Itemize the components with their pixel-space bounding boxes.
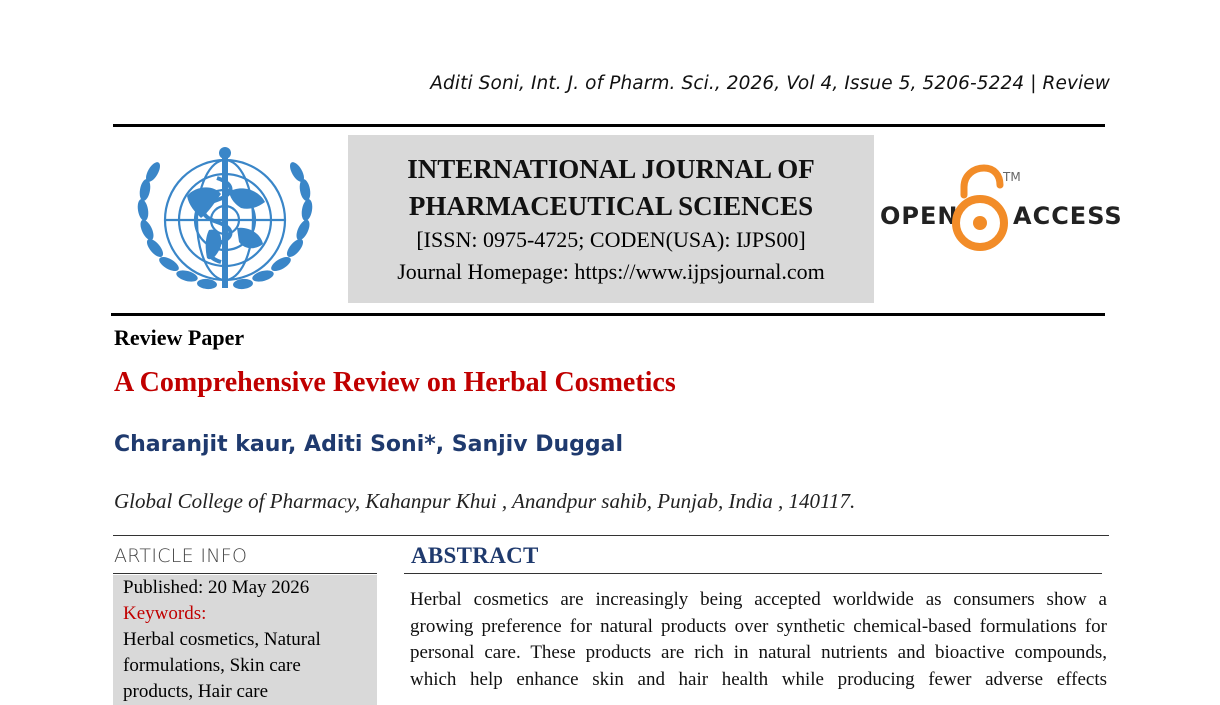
abstract-line: personal care. These products are rich in natural nutrients and bioactive compounds, <box>410 642 1107 663</box>
open-access-left-text: OPEN <box>880 202 959 230</box>
article-type: Review Paper <box>114 325 245 350</box>
abstract-line: growing preference for natural products over synthetic chemical-based formulations for <box>410 615 1107 637</box>
header-top-rule <box>113 124 1105 127</box>
journal-name-line2: PHARMACEUTICAL SCIENCES <box>408 191 814 221</box>
who-emblem-logo <box>125 138 325 306</box>
header-bottom-rule <box>111 313 1105 316</box>
journal-homepage[interactable]: Journal Homepage: https://www.ijpsjournal.com <box>397 259 825 284</box>
open-access-lock-icon <box>956 168 1004 247</box>
paper-title: A Comprehensive Review on Herbal Cosmetics <box>114 367 676 398</box>
abstract-rule <box>404 573 1102 574</box>
section-divider <box>113 535 1109 536</box>
author-affiliation: Global College of Pharmacy, Kahanpur Khui , Anandpur sahib, Punjab, India , 140117. <box>114 489 856 513</box>
journal-name-line1: INTERNATIONAL JOURNAL OF <box>407 154 815 184</box>
keywords-label: Keywords: <box>123 603 207 624</box>
open-access-right-text: ACCESS <box>1013 202 1123 230</box>
abstract-body <box>410 587 1107 693</box>
journal-issn: [ISSN: 0975-4725; CODEN(USA): IJPS00] <box>416 227 806 252</box>
author-list: Charanjit kaur, Aditi Soni*, Sanjiv Duggal <box>114 432 623 457</box>
article-info-box <box>113 575 377 705</box>
keywords-line: Herbal cosmetics, Natural <box>123 629 321 650</box>
abstract-line: Herbal cosmetics are increasingly being accepted worldwide as consumers show a <box>410 589 1107 610</box>
published-date: Published: 20 May 2026 <box>123 577 310 598</box>
keywords-line: formulations, Skin care <box>123 655 301 676</box>
abstract-line: which help enhance skin and hair health while producing fewer adverse effects <box>410 668 1107 690</box>
article-info-heading: ARTICLE INFO <box>114 545 248 567</box>
journal-name <box>348 151 874 225</box>
citation-header: Aditi Soni, Int. J. of Pharm. Sci., 2026, Vol 4, Issue 5, 5206-5224 | Review <box>430 73 1110 94</box>
journal-title-box <box>348 135 874 303</box>
open-access-tm: TM <box>1003 170 1021 184</box>
keywords-line: products, Hair care <box>123 681 269 702</box>
open-access-logo <box>880 165 1123 255</box>
article-info-rule <box>113 573 377 574</box>
abstract-heading: ABSTRACT <box>411 543 539 568</box>
